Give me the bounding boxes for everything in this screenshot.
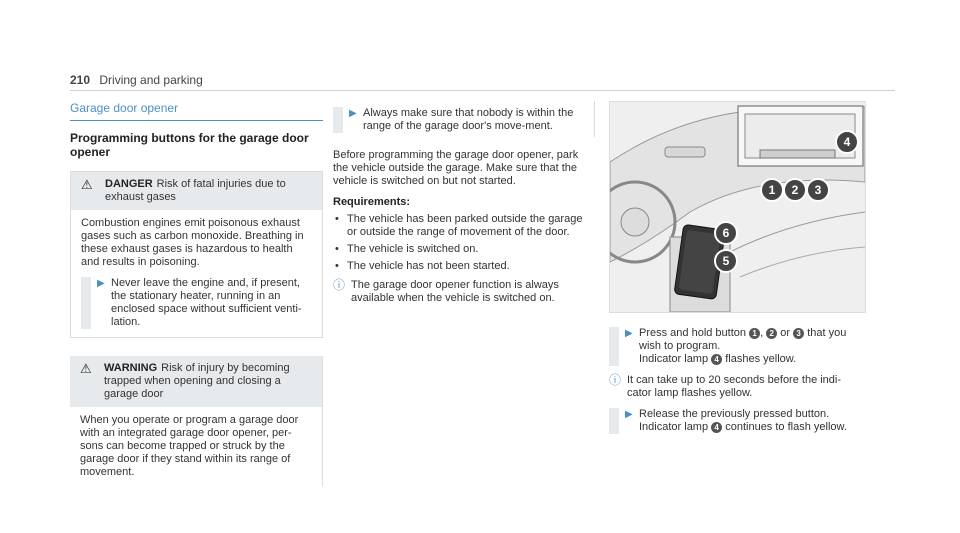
list-item: • The vehicle has been parked outside the garage or outside the range of movement of the door.: [333, 213, 595, 239]
warning-box: [70, 356, 323, 487]
button-3-marker: 3: [793, 328, 804, 339]
warning-step-text: Always make sure that nobody is within the range of the garage door's move-ment.: [363, 107, 574, 132]
step-text: continues to flash yellow.: [725, 421, 847, 433]
step-arrow-icon: ▶: [625, 409, 633, 420]
step-text: Press and hold button: [639, 327, 747, 339]
button-2-marker: 2: [766, 328, 777, 339]
callout-2: 2: [783, 178, 807, 202]
list-item: • The vehicle has not been started.: [335, 260, 510, 272]
warning-triangle-icon: ⚠: [81, 177, 93, 192]
danger-box: [70, 171, 323, 338]
warning-step: [333, 101, 595, 137]
danger-label: DANGER: [105, 178, 153, 190]
step-press-hold: ▶ Press and hold button 1 , 2 or 3 that you wish to program. Indicator lamp 4 flashes yellow.: [609, 327, 864, 366]
info-icon: ⓘ: [333, 278, 346, 292]
middle-column: [333, 101, 595, 305]
step-text: flashes yellow.: [725, 353, 797, 365]
list-item-text: The vehicle has been parked outside the garage or outside the range of movement of the door.: [347, 213, 583, 238]
right-column: [609, 101, 864, 434]
info-icon: ⓘ: [609, 373, 622, 387]
callout-1: 1: [760, 178, 784, 202]
requirements-label: Requirements:: [333, 196, 411, 208]
step-text: Indicator lamp: [639, 353, 709, 365]
warning-title: Risk of injury by becoming trapped when opening and closing a garage door: [104, 362, 290, 400]
button-1-marker: 1: [749, 328, 760, 339]
list-item-text: The vehicle is switched on.: [347, 243, 479, 255]
list-item: • The vehicle is switched on.: [335, 243, 479, 255]
danger-step-text: Never leave the engine and, if present, the stationary heater, running in an enclosed space without sufficient venti-lation.: [111, 277, 302, 328]
section-name: Driving and parking: [99, 73, 203, 87]
interior-illustration: [609, 101, 866, 313]
lamp-4-marker: 4: [711, 354, 722, 365]
warning-header: [70, 356, 322, 407]
warning-body: When you operate or program a garage door with an integrated garage door opener, per-sons can become trapped or struck by the garage door if they stand within its range of movement.: [80, 414, 299, 478]
callout-5: 5: [714, 249, 738, 273]
danger-header: [71, 172, 322, 210]
step-text: Release the previously pressed button.: [639, 408, 830, 420]
left-column: [70, 101, 323, 487]
callout-4: 4: [835, 130, 859, 154]
list-item-text: The vehicle has not been started.: [347, 260, 510, 272]
header-divider: [70, 90, 895, 91]
info-note: [609, 374, 864, 400]
step-text: or: [780, 327, 791, 339]
intro-paragraph: Before programming the garage door opener, park the vehicle outside the garage. Make sure that the vehicle is switched on but not started.: [333, 149, 579, 187]
callout-3: 3: [806, 178, 830, 202]
callout-6: 6: [714, 221, 738, 245]
warning-label: WARNING: [104, 362, 158, 374]
lamp-4-marker: 4: [711, 422, 722, 433]
step-arrow-icon: ▶: [349, 108, 357, 119]
subsection-title: Programming buttons for the garage door opener: [70, 131, 309, 159]
danger-body: Combustion engines emit poisonous exhaust gases such as carbon monoxide. Breathing in these exhaust gases is hazardous to health and results in poisoning.: [81, 217, 304, 268]
section-title: Garage door opener: [70, 101, 323, 121]
step-arrow-icon: ▶: [625, 328, 633, 339]
step-text: Indicator lamp: [639, 421, 709, 433]
step-release: [609, 408, 864, 434]
step-arrow-icon: ▶: [97, 278, 105, 289]
page-number: 210: [70, 73, 91, 87]
info-note-text: The garage door opener function is always available when the vehicle is switched on.: [351, 279, 559, 304]
car-interior-drawing: [610, 102, 865, 312]
danger-title: Risk of fatal injuries due to exhaust gases: [105, 178, 286, 203]
info-note: [333, 279, 595, 305]
page-header: [70, 73, 203, 87]
step-text: that you wish to program.: [639, 327, 847, 352]
danger-step: [81, 277, 312, 329]
warning-triangle-icon: ⚠: [80, 361, 92, 376]
info-note-text: It can take up to 20 seconds before the indi-cator lamp flashes yellow.: [627, 374, 842, 399]
